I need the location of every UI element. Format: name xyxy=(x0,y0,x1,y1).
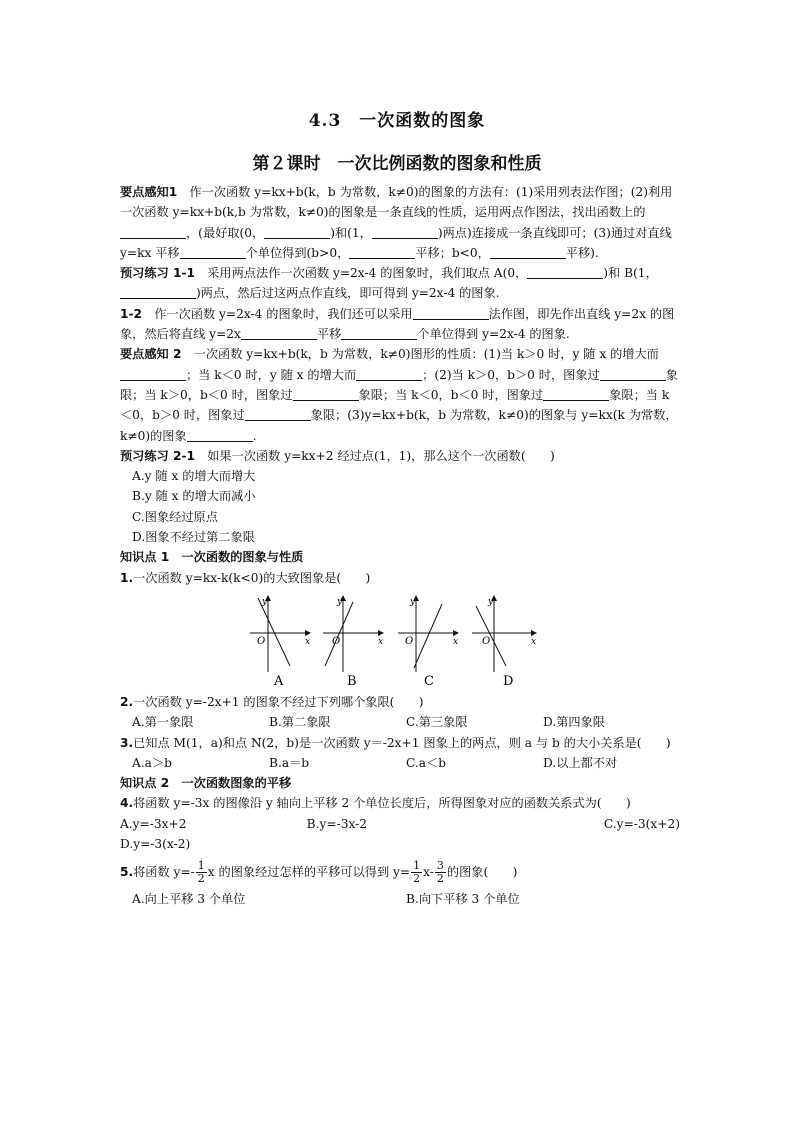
option-b[interactable]: B.向下平移 3 个单位 xyxy=(406,892,520,907)
question-2 xyxy=(120,692,680,712)
graph-label-c: C xyxy=(424,673,434,688)
option-d[interactable]: D.y=-3(x-2) xyxy=(120,837,191,852)
question-3-options xyxy=(120,753,680,773)
axis-x-label: x xyxy=(305,636,311,647)
option-b[interactable]: B.a＝b xyxy=(269,755,310,770)
graph-c[interactable] xyxy=(398,596,458,688)
answer-blank[interactable] xyxy=(372,226,438,239)
denominator: 2 xyxy=(436,872,444,886)
text: 象限；当 k＜0，b＞0 时，图象过 xyxy=(120,387,670,423)
option-d[interactable]: D.图象不经过第二象限 xyxy=(132,530,255,545)
answer-blank[interactable] xyxy=(356,368,422,381)
answer-blank[interactable] xyxy=(120,226,186,239)
option-a[interactable]: A.第一象限 xyxy=(132,715,194,730)
option-a[interactable]: A.y 随 x 的增大而增大 xyxy=(132,469,256,484)
knowledge-point-1 xyxy=(120,547,680,567)
knowledge-point-2 xyxy=(120,773,680,793)
question-number: 1. xyxy=(120,570,134,585)
numerator: 3 xyxy=(436,859,444,873)
answer-blank[interactable] xyxy=(120,286,196,299)
text: 作一次函数 y=kx+b(k，b 为常数，k≠0)的图象的方法有：(1)采用列表法作图；(2)利用一次函数 y=kx+b(k,b 为常数，k≠0)的图象是一条直线的性质，运用两点作图法，找出函数上的 xyxy=(120,185,673,220)
key-point-2-label: 要点感知 2 xyxy=(120,347,182,362)
answer-blank[interactable] xyxy=(600,368,666,381)
question-text: 一次函数 y=kx-k(k<0)的大致图象是( ) xyxy=(133,570,371,585)
text: )和 B(1， xyxy=(603,266,658,281)
numerator: 1 xyxy=(197,859,205,873)
numerator: 1 xyxy=(413,859,421,873)
denominator: 2 xyxy=(413,872,421,886)
option-c[interactable]: C.a＜b xyxy=(406,755,447,770)
text: x- xyxy=(423,865,434,880)
option-b[interactable]: B.第二象限 xyxy=(269,715,331,730)
answer-blank[interactable] xyxy=(187,429,253,442)
graph-label-d: D xyxy=(503,673,514,688)
question-number: 3. xyxy=(120,735,134,750)
practice-1-2 xyxy=(120,304,680,345)
key-point-1 xyxy=(120,182,680,263)
answer-blank[interactable] xyxy=(413,307,489,320)
fraction xyxy=(196,860,207,885)
question-4 xyxy=(120,793,680,813)
key-point-2 xyxy=(120,344,680,445)
answer-blank[interactable] xyxy=(180,246,246,259)
graph-a[interactable] xyxy=(250,596,310,688)
question-number: 2. xyxy=(120,694,134,709)
practice-1-1-label: 预习练习 1-1 xyxy=(120,266,196,281)
option-d[interactable]: D.以上都不对 xyxy=(543,755,618,770)
answer-blank[interactable] xyxy=(120,368,186,381)
worksheet-content xyxy=(120,182,680,910)
origin-label: O xyxy=(332,635,341,647)
fraction xyxy=(411,860,422,885)
text: 象限；当 k＞0，b＜0 时，图象过 xyxy=(120,367,678,402)
answer-blank[interactable] xyxy=(527,266,603,279)
question-2-options xyxy=(120,712,680,732)
question-4-options xyxy=(120,814,680,834)
option-c[interactable]: C.y=-3(x+2) xyxy=(603,816,681,831)
question-1 xyxy=(120,568,680,588)
graph-b[interactable] xyxy=(323,596,383,688)
denominator: 2 xyxy=(197,872,205,886)
axis-y-label: y xyxy=(410,596,416,607)
axis-x-label: x xyxy=(453,636,459,647)
origin-label: O xyxy=(482,635,491,647)
answer-blank[interactable] xyxy=(349,246,415,259)
text: )和(1， xyxy=(330,225,372,240)
axis-x-label: x xyxy=(378,636,384,647)
page-subtitle: 第２课时 一次比例函数的图象和性质 xyxy=(252,154,542,174)
option-a[interactable]: A.y=-3x+2 xyxy=(120,816,187,831)
text: )两点，然后过这两点作直线，即可得到 y=2x-4 的图象. xyxy=(196,286,500,301)
answer-blank[interactable] xyxy=(341,327,417,340)
knowledge-point-2-label: 知识点 2 xyxy=(120,776,170,791)
axis-y-label: y xyxy=(337,596,343,607)
text: ；(2)当 k＞0，b＞0 时，图象过 xyxy=(422,367,600,382)
axis-y-label: y xyxy=(488,596,494,607)
answer-blank[interactable] xyxy=(293,388,359,401)
question-text: 一次函数 y=-2x+1 的图象不经过下列哪个象限( ) xyxy=(133,694,424,709)
question-text: 如果一次函数 y=kx+2 经过点(1，1)，那么这个一次函数( ) xyxy=(207,448,555,463)
text: )两点)连接成一条直线即可；(3)通过对直线 y=kx 平移 xyxy=(120,225,672,260)
text: 个单位得到(b>0， xyxy=(245,245,350,260)
question-3 xyxy=(120,733,680,753)
question-5-options xyxy=(120,889,680,909)
graph-options-figure xyxy=(248,592,548,688)
option-b[interactable]: B.y 随 x 的增大而减小 xyxy=(132,489,256,504)
answer-blank[interactable] xyxy=(245,408,311,421)
text: 平移). xyxy=(565,245,599,260)
option-a[interactable]: A.a＞b xyxy=(132,755,172,770)
practice-2-1-label: 预习练习 2-1 xyxy=(120,448,196,463)
page-title: 4.3 一次函数的图象 xyxy=(308,111,486,131)
text: 一次函数 y=kx+b(k，b 为常数，k≠0)图形的性质：(1)当 k＞0 时，y 随 x 的增大而 xyxy=(193,347,659,362)
axis-x-label: x xyxy=(531,636,537,647)
question-number: 5. xyxy=(120,865,134,880)
option-d[interactable]: D.第四象限 xyxy=(543,715,605,730)
origin-label: O xyxy=(405,635,414,647)
text: 平移；b<0， xyxy=(415,245,490,260)
text: . xyxy=(252,428,257,443)
practice-2-1 xyxy=(120,446,680,466)
knowledge-point-2-title: 一次函数图象的平移 xyxy=(181,776,292,791)
question-text: 将函数 y=-3x 的图像沿 y 轴向上平移 2 个单位长度后，所得图象对应的函数关系式为( ) xyxy=(133,796,631,811)
graph-d[interactable] xyxy=(472,596,536,688)
text: 将函数 y=- xyxy=(133,865,195,880)
practice-1-1 xyxy=(120,263,680,304)
option-a[interactable]: A.向上平移 3 个单位 xyxy=(132,892,246,907)
knowledge-point-1-title: 一次函数的图象与性质 xyxy=(181,550,304,565)
question-number: 4. xyxy=(120,796,134,811)
text: 象限；当 k＜0，b＜0 时，图象过 xyxy=(358,387,544,402)
answer-blank[interactable] xyxy=(490,246,566,259)
fraction xyxy=(435,860,446,885)
text: 个单位得到 y=2x-4 的图象. xyxy=(417,327,570,342)
option-c[interactable]: C.图象经过原点 xyxy=(132,509,218,524)
text: 象限；(3)y=kx+b(k，b 为常数，k≠0)的图象与 y=kx(k 为常数，k≠0)的图象 xyxy=(120,408,678,443)
text: 的图象( ) xyxy=(446,865,518,880)
option-b[interactable]: B.y=-3x-2 xyxy=(306,816,368,831)
knowledge-point-1-label: 知识点 1 xyxy=(120,550,170,565)
text: ，(最好取(0， xyxy=(186,225,265,240)
graph-label-a: A xyxy=(274,673,284,688)
text: 法作图，即先作出直线 y=2x 的图象，然后将直线 y=2x xyxy=(120,306,675,342)
question-5 xyxy=(120,860,680,885)
origin-label: O xyxy=(257,635,266,647)
practice-1-2-label: 1-2 xyxy=(120,306,143,321)
text: 采用两点法作一次函数 y=2x-4 的图象时，我们取点 A(0， xyxy=(207,266,528,281)
answer-blank[interactable] xyxy=(264,226,330,239)
graph-label-b: B xyxy=(347,673,357,688)
key-point-1-label: 要点感知1 xyxy=(120,185,178,199)
axis-y-label: y xyxy=(262,596,268,607)
graph-options xyxy=(120,592,680,692)
answer-blank[interactable] xyxy=(241,327,317,340)
text: 作一次函数 y=2x-4 的图象时，我们还可以采用 xyxy=(154,306,413,321)
question-text: 已知点 M(1，a)和点 N(2，b)是一次函数 y＝-2x+1 图象上的两点，则 a 与 b 的大小关系是( ) xyxy=(133,735,671,750)
option-c[interactable]: C.第三象限 xyxy=(406,715,468,730)
text: x 的图象经过怎样的平移可以得到 y= xyxy=(207,865,411,880)
answer-blank[interactable] xyxy=(543,388,609,401)
text: ；当 k＜0 时，y 随 x 的增大而 xyxy=(186,367,357,382)
text: 平移 xyxy=(316,327,342,342)
